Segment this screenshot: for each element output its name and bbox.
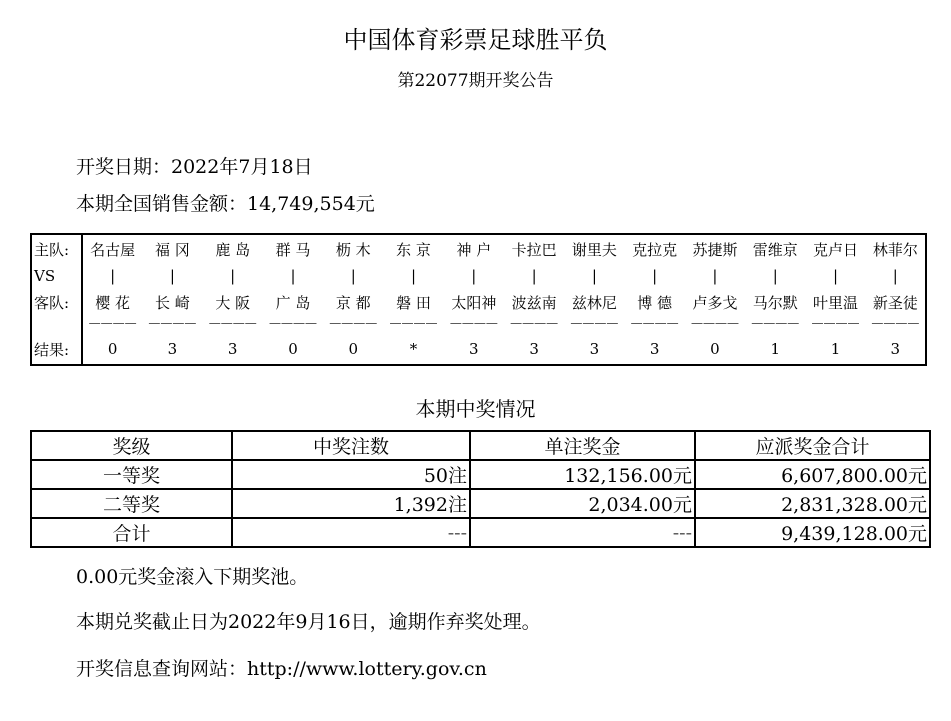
vs-mark: | <box>411 266 417 285</box>
away-label: 客队: <box>31 288 82 316</box>
separator-dash: ———— <box>389 316 438 331</box>
issue-subtitle: 第22077期开奖公告 <box>397 71 554 91</box>
prize-header-row <box>31 431 930 460</box>
separator-dash: ———— <box>630 316 679 331</box>
match-result: 3 <box>529 340 539 359</box>
away-team: 樱 花 <box>95 293 131 312</box>
match-result: 0 <box>107 340 118 359</box>
vs-mark: | <box>471 266 477 285</box>
home-team: 神 户 <box>456 240 492 259</box>
home-team: 苏捷斯 <box>692 240 738 259</box>
separator-dash: ———— <box>88 316 137 331</box>
prize-total: 9,439,128.00元 <box>695 518 930 547</box>
winner-count: 50注 <box>232 460 470 489</box>
match-result: 3 <box>167 340 178 359</box>
match-result: 0 <box>348 340 359 359</box>
rollover-note: 0.00元奖金滚入下期奖池。 <box>76 566 309 588</box>
separator-dash: ———— <box>811 316 860 331</box>
prize-per-bet: 132,156.00元 <box>470 460 695 489</box>
home-team: 东 京 <box>396 240 431 259</box>
match-result: 0 <box>710 340 720 359</box>
away-team: 京 都 <box>335 293 371 312</box>
table-row <box>31 489 930 518</box>
dash-row <box>31 316 926 334</box>
vs-mark: | <box>772 266 778 285</box>
vs-mark: | <box>110 266 116 285</box>
home-team: 枥 木 <box>335 240 371 259</box>
match-results-body <box>31 234 926 365</box>
away-team: 长 崎 <box>155 293 190 312</box>
vs-mark: | <box>350 266 356 285</box>
separator-dash: ———— <box>751 316 800 331</box>
winner-count: --- <box>232 518 470 547</box>
table-row <box>31 518 930 547</box>
prize-level: 一等奖 <box>31 460 232 489</box>
prize-table <box>30 430 931 548</box>
prize-section-title: 本期中奖情况 <box>415 397 536 421</box>
dash-label-cell <box>31 316 82 334</box>
separator-dash: ———— <box>690 316 739 331</box>
deadline-note: 本期兑奖截止日为2022年9月16日，逾期作弃奖处理。 <box>76 611 541 633</box>
match-result: 3 <box>227 340 238 359</box>
home-team: 鹿 岛 <box>215 240 251 259</box>
vs-mark: | <box>230 266 236 285</box>
table-row <box>31 460 930 489</box>
separator-dash: ———— <box>148 316 197 331</box>
home-team: 卡拉巴 <box>511 240 557 259</box>
vs-mark: | <box>290 266 296 285</box>
header-per-bet: 单注奖金 <box>470 431 695 460</box>
prize-total: 2,831,328.00元 <box>695 489 930 518</box>
away-team: 兹林尼 <box>571 293 617 312</box>
result-label: 结果: <box>31 334 82 365</box>
vs-label: VS <box>31 263 82 287</box>
home-team: 克拉克 <box>632 240 678 259</box>
vs-mark: | <box>892 266 898 285</box>
separator-dash: ———— <box>208 316 257 331</box>
separator-dash: ———— <box>871 316 920 331</box>
sales-amount: 本期全国销售金额：14,749,554元 <box>76 193 375 215</box>
away-team: 波兹南 <box>511 293 557 312</box>
result-row <box>31 334 926 365</box>
match-result: 1 <box>770 340 780 359</box>
vs-row <box>31 263 926 287</box>
website-note: 开奖信息查询网站：http://www.lottery.gov.cn <box>76 658 487 680</box>
prize-total: 6,607,800.00元 <box>695 460 930 489</box>
match-result: 3 <box>890 340 901 359</box>
separator-dash: ———— <box>449 316 498 331</box>
home-team-row <box>31 234 926 263</box>
home-team: 名古屋 <box>90 240 136 259</box>
separator-dash: ———— <box>570 316 619 331</box>
away-team: 博 德 <box>637 293 673 312</box>
header-count: 中奖注数 <box>232 431 470 460</box>
winner-count: 1,392注 <box>232 489 470 518</box>
vs-mark: | <box>591 266 597 285</box>
away-team: 磐 田 <box>396 293 431 312</box>
header-level: 奖级 <box>31 431 232 460</box>
match-result: 3 <box>469 340 479 359</box>
separator-dash: ———— <box>329 316 378 331</box>
home-team: 谢里夫 <box>571 240 617 259</box>
vs-mark: | <box>712 266 718 285</box>
home-team: 福 冈 <box>155 240 190 259</box>
prize-per-bet: --- <box>470 518 695 547</box>
away-team-row <box>31 288 926 316</box>
match-results-table <box>30 233 927 366</box>
home-label: 主队: <box>31 234 82 263</box>
home-team: 雷维京 <box>752 240 798 259</box>
match-result: 0 <box>288 340 298 359</box>
away-team: 新圣徒 <box>872 293 918 312</box>
page-title: 中国体育彩票足球胜平负 <box>343 26 608 54</box>
prize-level: 合计 <box>31 518 232 547</box>
prize-level: 二等奖 <box>31 489 232 518</box>
vs-mark: | <box>832 266 839 285</box>
away-team: 马尔默 <box>752 293 798 312</box>
home-team: 克卢日 <box>813 240 859 259</box>
separator-dash: ———— <box>510 316 559 331</box>
match-result: 3 <box>589 340 600 359</box>
away-team: 大 阪 <box>215 293 251 312</box>
header-total: 应派奖金合计 <box>695 431 930 460</box>
away-team: 广 岛 <box>275 293 311 312</box>
vs-mark: | <box>169 266 175 285</box>
away-team: 卢多戈 <box>692 293 738 312</box>
prize-per-bet: 2,034.00元 <box>470 489 695 518</box>
match-result: * <box>409 340 418 359</box>
match-result: 1 <box>830 340 841 359</box>
separator-dash: ———— <box>268 316 317 331</box>
away-team: 叶里温 <box>813 293 859 312</box>
home-team: 群 马 <box>275 240 311 259</box>
vs-mark: | <box>531 266 537 285</box>
away-team: 太阳神 <box>451 293 497 312</box>
home-team: 林菲尔 <box>872 240 918 259</box>
vs-mark: | <box>652 266 658 285</box>
draw-date: 开奖日期：2022年7月18日 <box>76 156 313 178</box>
match-result: 3 <box>649 340 660 359</box>
